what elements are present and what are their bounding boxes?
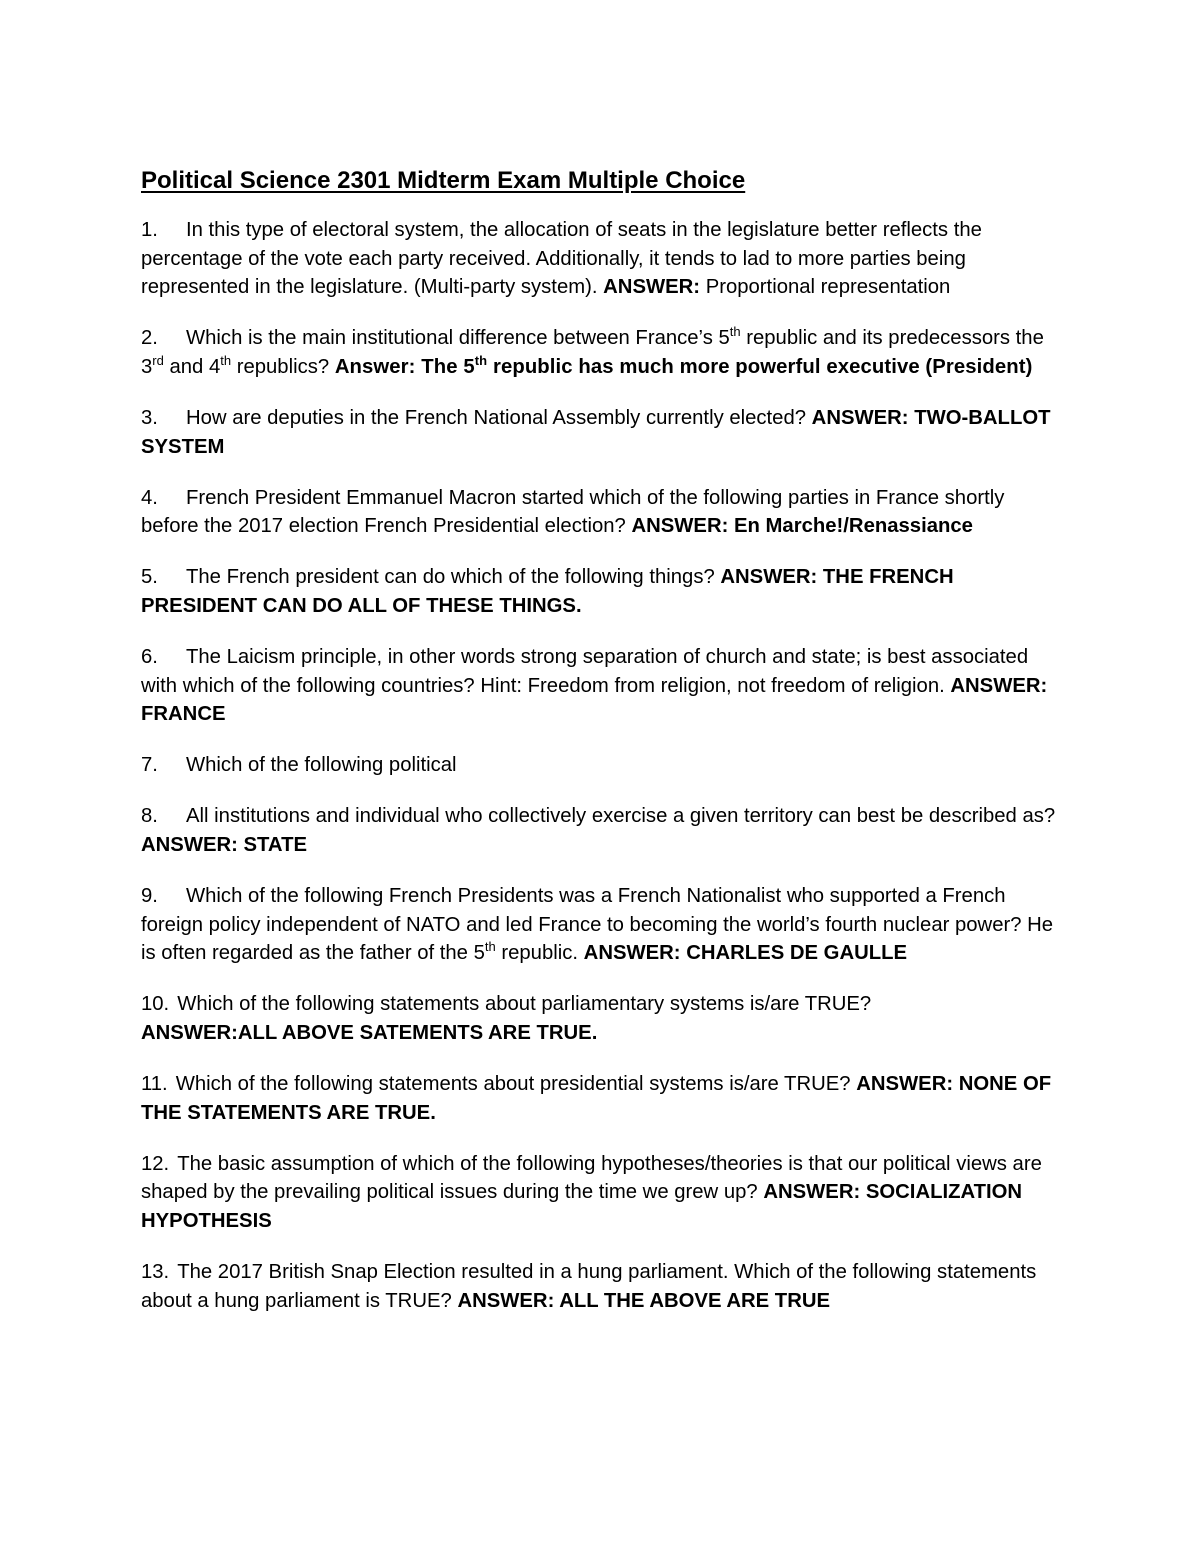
question-number: 9. — [141, 885, 158, 908]
question-number: 1. — [141, 219, 158, 241]
superscript: th — [484, 939, 496, 955]
page-title: Political Science 2301 Midterm Exam Multiple Choice — [141, 167, 746, 194]
question-text: republic and its predecessors the 3 — [141, 327, 1044, 378]
superscript: th — [474, 353, 488, 369]
question-number: 11. — [141, 1073, 168, 1096]
question-item — [141, 216, 1066, 302]
answer-part: republic has much more powerful executive (President) — [487, 355, 1033, 378]
answer-part: Answer: The 5 — [334, 355, 475, 378]
answer-text: ANSWER:ALL ABOVE SATEMENTS ARE TRUE. — [141, 1021, 598, 1044]
answer-text: ANSWER: NONE OF THE STATEMENTS ARE TRUE. — [141, 1073, 1052, 1124]
question-item — [141, 1070, 1066, 1127]
question-text: The Laicism principle, in other words strong separation of church and state; is best associated with which of the following countries? Hint: Freedom from religion, not freedom of religion. — [141, 646, 1029, 697]
question-text: The French president can do which of the following things? — [186, 566, 715, 589]
question-item — [141, 882, 1066, 968]
answer-text: ANSWER: SOCIALIZATION HYPOTHESIS — [141, 1181, 1023, 1232]
question-item — [141, 643, 1066, 729]
answer-text: ANSWER: En Marche!/Renassiance — [631, 515, 973, 538]
question-number: 10. — [141, 993, 170, 1016]
superscript: th — [729, 324, 741, 340]
question-number: 7. — [141, 754, 158, 777]
question-item — [141, 1150, 1066, 1236]
question-text: The 2017 British Snap Election resulted in a hung parliament. Which of the following statements about a hung parliament is TRUE? — [141, 1261, 1037, 1312]
answer-label: ANSWER: — [603, 276, 701, 299]
question-number: 6. — [141, 646, 158, 669]
question-number: 5. — [141, 566, 158, 589]
question-item — [141, 802, 1066, 859]
superscript: th — [220, 353, 232, 369]
question-item — [141, 563, 1066, 620]
question-number: 4. — [141, 486, 158, 509]
question-item — [141, 990, 1066, 1047]
question-item — [141, 484, 1066, 541]
question-text: Which of the following statements about presidential systems is/are TRUE? — [175, 1073, 851, 1096]
answer-text: Proportional representation — [705, 276, 951, 299]
answer-text: ANSWER: ALL THE ABOVE ARE TRUE — [457, 1289, 831, 1312]
question-text: The basic assumption of which of the following hypotheses/theories is that our political views are shaped by the prevailing political issues during the time we grew up? — [141, 1152, 1042, 1204]
answer-text: ANSWER: FRANCE — [141, 674, 1048, 726]
answer-text: ANSWER: CHARLES DE GAULLE — [583, 942, 908, 965]
question-text: Which of the following French Presidents was a French Nationalist who supported a French foreign policy independent of NATO and led France to becoming the world’s fourth nuclear power? He is often regarded as the father of the 5 — [141, 885, 1054, 965]
question-text: In this type of electoral system, the allocation of seats in the legislature better reflects the percentage of the vote each party received. Additionally, it tends to lad to more parties being represented in the legislature. (Multi-party system). — [141, 219, 982, 299]
question-text: French President Emmanuel Macron started which of the following parties in France shortly before the 2017 election French Presidential election? — [141, 486, 1005, 538]
question-item — [141, 324, 1066, 381]
question-item — [141, 751, 1066, 780]
document-page — [141, 166, 1066, 1338]
superscript: rd — [152, 353, 164, 369]
question-number: 12. — [141, 1152, 170, 1175]
question-text: How are deputies in the French National Assembly currently elected? — [186, 406, 807, 429]
question-text: All institutions and individual who collectively exercise a given territory can best be described as? — [186, 805, 1056, 828]
question-text: Which of the following political — [186, 754, 457, 777]
question-item — [141, 404, 1066, 461]
question-number: 8. — [141, 805, 158, 828]
question-text: Which is the main institutional difference between France’s 5 — [186, 327, 730, 350]
answer-text — [334, 353, 1033, 378]
question-number: 3. — [141, 406, 158, 429]
question-text: and 4 — [163, 355, 221, 378]
question-text: Which of the following statements about parliamentary systems is/are TRUE? — [177, 993, 872, 1016]
answer-text: ANSWER: THE FRENCH PRESIDENT CAN DO ALL OF THESE THINGS. — [141, 566, 954, 617]
answer-text: ANSWER: TWO-BALLOT SYSTEM — [141, 406, 1051, 458]
answer-text: ANSWER: STATE — [141, 834, 307, 856]
question-text: republics? — [231, 355, 330, 378]
question-text: republic. — [495, 942, 579, 965]
question-item — [141, 1258, 1066, 1315]
question-number: 13. — [141, 1261, 170, 1284]
question-number: 2. — [141, 327, 158, 350]
